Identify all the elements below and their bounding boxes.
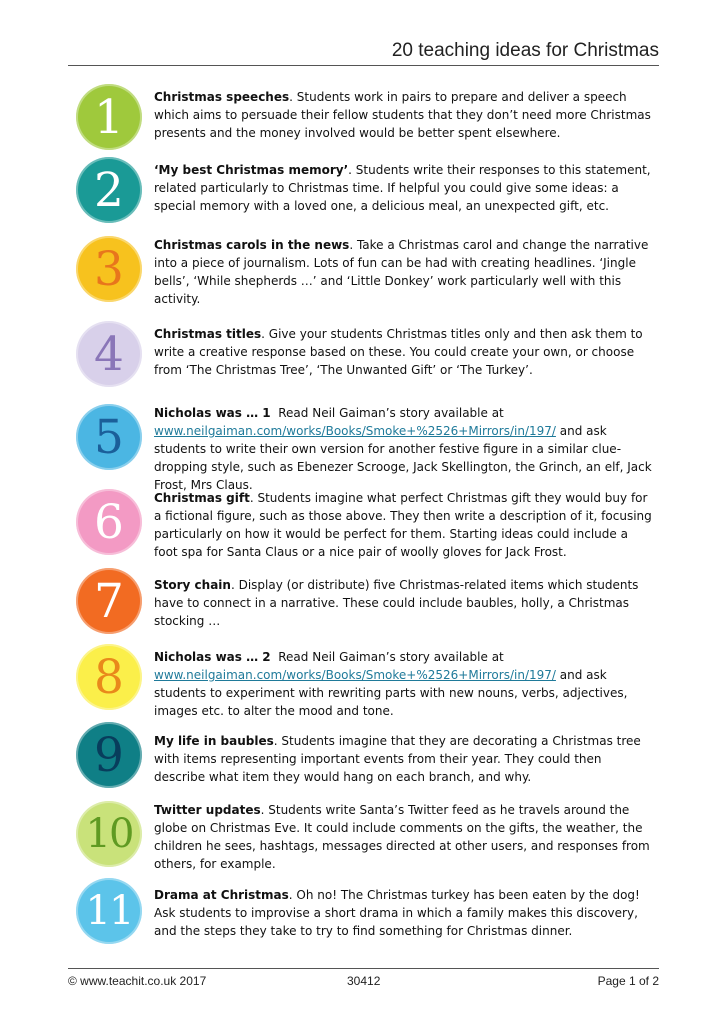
idea-body: . Oh no! The Christmas turkey has been eaten by the dog! Ask students to improvise a short drama in which a family makes this discovery, and the steps they take to try to find something for Christmas dinner. — [154, 888, 640, 938]
idea-title: Christmas titles — [154, 327, 262, 341]
idea-text — [154, 576, 654, 630]
number-badge: 1 — [76, 84, 142, 150]
idea-title: My life in baubles — [154, 734, 274, 748]
idea-text — [154, 489, 654, 561]
number-badge: 11 — [76, 878, 142, 944]
footer-page-number: Page 1 of 2 — [597, 974, 659, 988]
idea-title: Christmas carols in the news — [154, 238, 350, 252]
idea-title: Story chain — [154, 578, 231, 592]
idea-text — [154, 886, 654, 940]
idea-intro: Read Neil Gaiman’s story available at — [270, 650, 508, 664]
idea-body: . Students write their responses to this statement, related particularly to Christmas time. If helpful you could give some ideas: a special memory with a loved one, a delicious meal, an unexpected gift, etc. — [154, 163, 651, 213]
idea-intro: Read Neil Gaiman’s story available at — [270, 406, 508, 420]
idea-text — [154, 732, 654, 786]
number-badge: 3 — [76, 236, 142, 302]
idea-body: and ask students to experiment with rewriting parts with new nouns, verbs, adjectives, images etc. to alter the mood and tone. — [154, 668, 628, 718]
footer-code: 30412 — [347, 974, 381, 988]
number-badge: 9 — [76, 722, 142, 788]
idea-text — [154, 161, 654, 215]
idea-text — [154, 404, 654, 494]
number-badge: 8 — [76, 644, 142, 710]
idea-body: . Students write Santa’s Twitter feed as he travels around the globe on Christmas Eve. It could include comments on the gifts, the weather, the children he sees, hashtags, messages directed at other users, and responses from others, for example. — [154, 803, 650, 871]
idea-title: Nicholas was … 2 — [154, 650, 271, 664]
header-divider — [68, 65, 659, 66]
footer-copyright: © www.teachit.co.uk 2017 — [68, 974, 207, 988]
number-badge: 10 — [76, 801, 142, 867]
footer-divider — [68, 968, 659, 969]
number-badge: 4 — [76, 321, 142, 387]
idea-text — [154, 648, 654, 720]
number-badge: 2 — [76, 157, 142, 223]
idea-text — [154, 325, 654, 379]
idea-text — [154, 236, 654, 308]
idea-title: Nicholas was … 1 — [154, 406, 271, 420]
story-link[interactable]: www.neilgaiman.com/works/Books/Smoke+%2526+Mirrors/in/197/ — [154, 424, 556, 438]
story-link[interactable]: www.neilgaiman.com/works/Books/Smoke+%2526+Mirrors/in/197/ — [154, 668, 556, 682]
idea-title: ‘My best Christmas memory’ — [154, 163, 349, 177]
idea-body: . Take a Christmas carol and change the narrative into a piece of journalism. Lots of fun can be had with creating headlines. ‘Jingle bells’, ‘While shepherds …’ and ‘Little Donkey’ work particularly well with this activity. — [154, 238, 649, 306]
number-badge: 6 — [76, 489, 142, 555]
idea-text — [154, 88, 654, 142]
number-badge: 7 — [76, 568, 142, 634]
idea-body: and ask students to write their own version for another festive figure in a similar clue-dropping style, such as Ebenezer Scrooge, Jack Skellington, the Grinch, an elf, Jack Frost, Mrs Claus. — [154, 424, 652, 492]
idea-text — [154, 801, 654, 873]
idea-title: Drama at Christmas — [154, 888, 289, 902]
idea-body: . Students work in pairs to prepare and deliver a speech which aims to persuade their fellow students that they don’t need more Christmas presents and the money involved would be better spent elsewhere. — [154, 90, 651, 140]
idea-body: . Students imagine that they are decorating a Christmas tree with items representing important events from their year. They could then describe what item they would hang on each branch, and why. — [154, 734, 641, 784]
idea-title: Twitter updates — [154, 803, 261, 817]
number-badge: 5 — [76, 404, 142, 470]
idea-title: Christmas speeches — [154, 90, 290, 104]
idea-body: . Students imagine what perfect Christmas gift they would buy for a fictional figure, such as those above. They then write a description of it, focusing particularly on how it would be perfect for them. Starting ideas could include a foot spa for Santa Claus or a nice pair of woolly gloves for Jack Frost. — [154, 491, 652, 559]
page-title: 20 teaching ideas for Christmas — [391, 40, 659, 61]
idea-body: . Display (or distribute) five Christmas-related items which students have to connect in a narrative. These could include baubles, holly, a Christmas stocking … — [154, 578, 639, 628]
idea-body: . Give your students Christmas titles only and then ask them to write a creative response based on these. You could create your own, or choose from ‘The Christmas Tree’, ‘The Unwanted Gift’ or ‘The Turkey’. — [154, 327, 643, 377]
idea-title: Christmas gift — [154, 491, 250, 505]
